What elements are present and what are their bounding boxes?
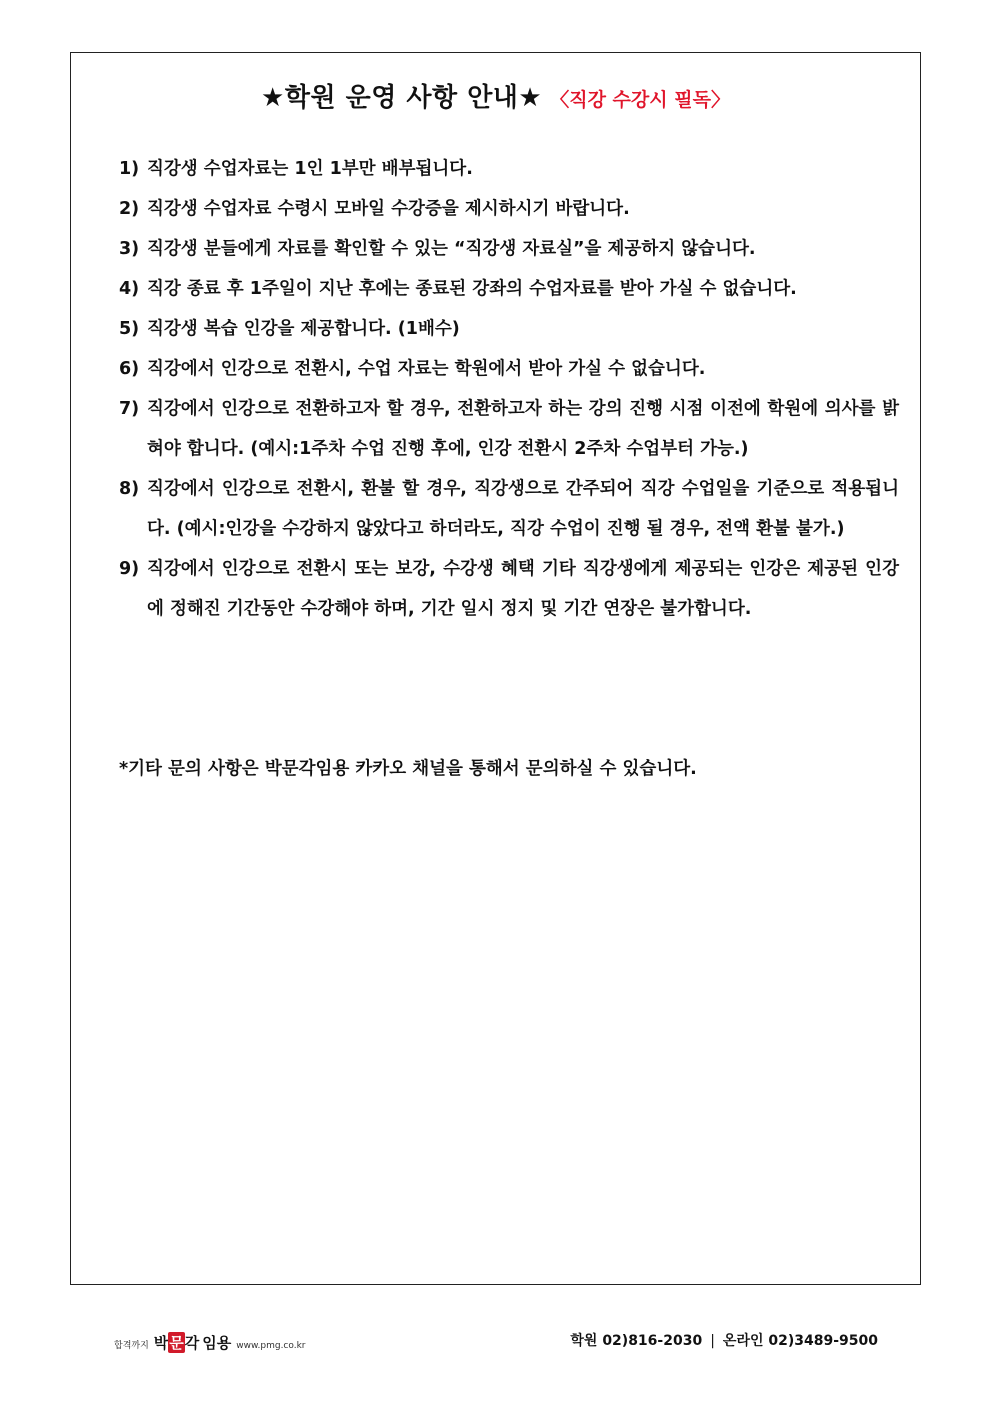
page-title: ★학원 운영 사항 안내★ (261, 83, 543, 113)
rule-item (119, 349, 899, 389)
rule-number: 3) (119, 239, 140, 259)
rule-number: 8) (119, 479, 140, 499)
rule-number: 7) (119, 399, 140, 419)
rule-item (119, 269, 899, 309)
rule-number: 2) (119, 199, 140, 219)
notice-title (71, 77, 920, 114)
notice-frame (70, 52, 921, 1285)
rule-text: 직강 종료 후 1주일이 지난 후에는 종료된 강좌의 수업자료를 받아 가실 수 없습니다. (147, 279, 797, 299)
rules-list (119, 149, 899, 629)
rule-item (119, 309, 899, 349)
online-phone: 온라인 02)3489-9500 (722, 1333, 878, 1349)
page-footer (0, 1324, 992, 1364)
page-subtitle: 〈직강 수강시 필독〉 (550, 89, 730, 111)
rule-number: 5) (119, 319, 140, 339)
rule-item (119, 549, 899, 629)
rule-text: 직강에서 인강으로 전환시, 환불 할 경우, 직강생으로 간주되어 직강 수업일을 기준으로 적용됩니다. (예시:인강을 수강하지 않았다고 하더라도, 직강 수업이 진행 될 경우, 전액 환불 불가.) (147, 479, 899, 539)
rule-text: 직강에서 인강으로 전환하고자 할 경우, 전환하고자 하는 강의 진행 시점 이전에 학원에 의사를 밝혀야 합니다. (예시:1주차 수업 진행 후에, 인강 전환시 2주차 수업부터 가능.) (147, 399, 899, 459)
rule-item (119, 389, 899, 469)
brand-tagline: 합격까지 (114, 1341, 149, 1351)
rule-item (119, 189, 899, 229)
brand-name-pre: 박 (153, 1334, 169, 1352)
rule-text: 직강에서 인강으로 전환시 또는 보강, 수강생 혜택 기타 직강생에게 제공되는 인강은 제공된 인강에 정해진 기간동안 수강해야 하며, 기간 일시 정지 및 기간 연장은 불가합니다. (147, 559, 899, 619)
rule-number: 6) (119, 359, 140, 379)
rule-item (119, 229, 899, 269)
rule-text: 직강생 수업자료는 1인 1부만 배부됩니다. (147, 159, 473, 179)
brand-name-post: 각 (184, 1334, 200, 1352)
brand-name-accent: 문 (169, 1334, 184, 1352)
rule-number: 1) (119, 159, 140, 179)
rule-text: 직강에서 인강으로 전환시, 수업 자료는 학원에서 받아 가실 수 없습니다. (147, 359, 706, 379)
rule-text: 직강생 복습 인강을 제공합니다. (1배수) (147, 319, 460, 339)
rule-text: 직강생 수업자료 수령시 모바일 수강증을 제시하시기 바랍니다. (147, 199, 630, 219)
brand-url: www.pmg.co.kr (236, 1341, 306, 1351)
brand-suffix: 임용 (202, 1334, 232, 1352)
brand-logo (114, 1332, 306, 1353)
rule-text: 직강생 분들에게 자료를 확인할 수 있는 “직강생 자료실”을 제공하지 않습니다. (147, 239, 756, 259)
contact-info (570, 1330, 878, 1350)
contact-separator: | (710, 1333, 715, 1349)
rule-item (119, 469, 899, 549)
academy-phone: 학원 02)816-2030 (570, 1333, 703, 1349)
rule-item (119, 149, 899, 189)
rule-number: 4) (119, 279, 140, 299)
contact-footnote: *기타 문의 사항은 박문각임용 카카오 채널을 통해서 문의하실 수 있습니다. (119, 759, 697, 779)
rule-number: 9) (119, 559, 140, 579)
